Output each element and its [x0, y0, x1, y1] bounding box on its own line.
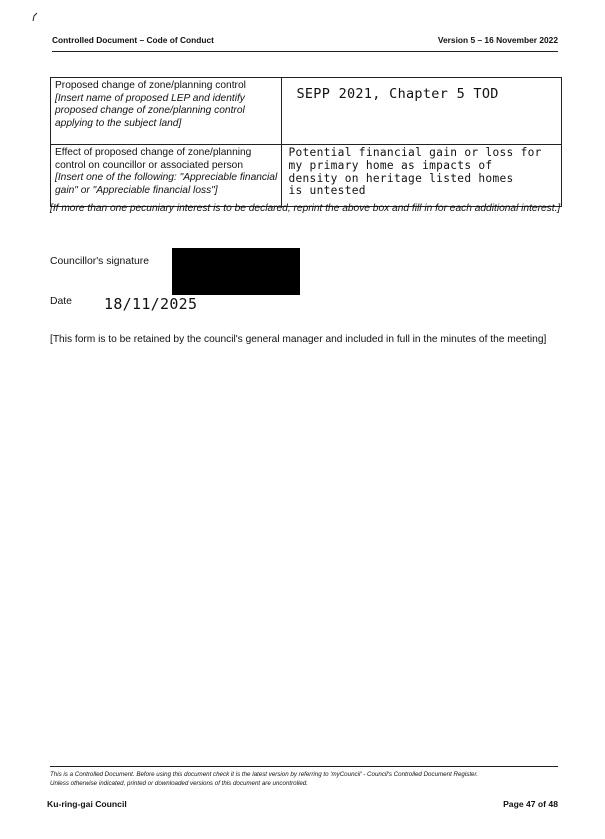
- footer-divider: [50, 766, 558, 767]
- footer-disclaimer-line: This is a Controlled Document. Before using this document check it is the latest version by referring to 'myCouncil' - Council's Controlled Document Register.: [50, 771, 479, 778]
- page-header: [52, 35, 558, 49]
- effect-label-cell: [51, 145, 282, 207]
- redacted-signature: [172, 248, 300, 295]
- zone-change-label: Proposed change of zone/planning control: [55, 80, 246, 91]
- zone-change-note: [Insert name of proposed LEP and identify proposed change of zone/planning control applying to the subject land]: [55, 92, 245, 129]
- zone-change-label-cell: [51, 78, 282, 145]
- header-divider: [52, 51, 558, 52]
- pecuniary-interest-table: [50, 77, 562, 207]
- handwritten-line: is untested: [288, 184, 366, 198]
- footer-council-name: Ku-ring-gai Council: [47, 799, 127, 809]
- effect-handwritten: [288, 147, 541, 198]
- retention-note: [This form is to be retained by the council's general manager and included in full in the minutes of the meeting]: [50, 334, 547, 345]
- effect-label: Effect of proposed change of zone/planning control on councillor or associated person: [55, 147, 252, 171]
- handwritten-line: density on heritage listed homes: [288, 171, 514, 185]
- header-version: Version 5 – 16 November 2022: [437, 35, 558, 45]
- zone-change-value-cell: [282, 78, 562, 145]
- pen-mark-icon: [32, 12, 38, 22]
- effect-note: [Insert one of the following: "Appreciable financial gain" or "Appreciable financial loss"]: [55, 172, 278, 196]
- signature-label: Councillor's signature: [50, 256, 150, 267]
- effect-value-cell: [282, 145, 562, 207]
- zone-change-handwritten: SEPP 2021, Chapter 5 TOD: [296, 86, 499, 102]
- additional-interest-note: [If more than one pecuniary interest is to be declared, reprint the above box and fill in for each additional interest.]: [50, 203, 561, 214]
- footer-disclaimer: [50, 770, 560, 788]
- date-handwritten: 18/11/2025: [104, 295, 198, 313]
- date-label: Date: [50, 296, 72, 307]
- handwritten-line: Potential financial gain or loss for: [288, 146, 542, 159]
- footer-page-number: Page 47 of 48: [503, 799, 558, 809]
- table-row: [51, 78, 562, 145]
- table-row: [51, 145, 562, 207]
- handwritten-line: my primary home as impacts of: [288, 158, 493, 172]
- header-document-title: Controlled Document – Code of Conduct: [52, 35, 214, 45]
- footer-disclaimer-line: Unless otherwise indicated, printed or downloaded versions of this document are uncontrolled.: [50, 780, 308, 787]
